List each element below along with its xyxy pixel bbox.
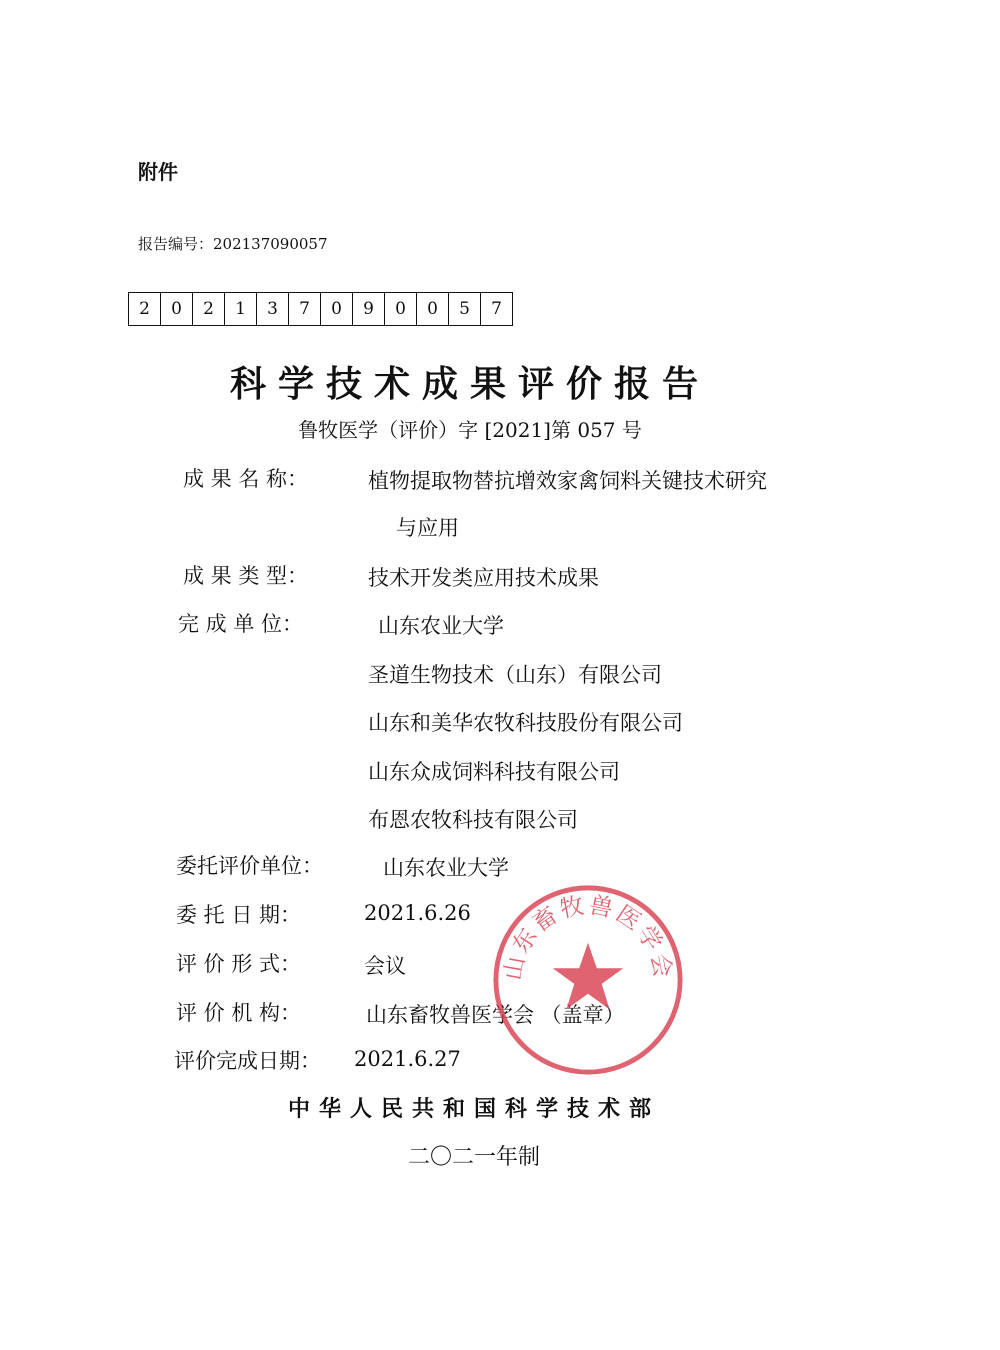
completion-date-label: 评价完成日期： (174, 1049, 321, 1073)
evaluation-org-value: 山东畜牧兽医学会 （盖章） (366, 1003, 625, 1027)
official-seal-icon (490, 882, 686, 1078)
achievement-type-label: 成 果 类 型： (183, 564, 309, 588)
report-number-digit: 3 (257, 292, 289, 326)
completing-unit: 圣道生物技术（山东）有限公司 (368, 663, 662, 687)
report-number-boxes (128, 292, 513, 326)
commission-date-label: 委 托 日 期： (176, 903, 302, 927)
commissioning-unit-value: 山东农业大学 (383, 856, 509, 880)
achievement-name-line1: 植物提取物替抗增效家禽饲料关键技术研究 (368, 469, 767, 493)
report-number-digit: 9 (353, 292, 385, 326)
commissioning-unit-label: 委托评价单位： (176, 854, 323, 878)
report-number-digit: 1 (225, 292, 257, 326)
report-number-digit: 0 (321, 292, 353, 326)
issuing-ministry: 中华人民共和国科学技术部 (287, 1097, 660, 1122)
year-made: 二〇二一年制 (407, 1145, 540, 1170)
seal-text: 山东畜牧兽医学会 (498, 890, 678, 983)
report-number-label: 报告编号：202137090057 (138, 235, 328, 253)
achievement-name-line2: 与应用 (396, 516, 459, 540)
evaluation-form-label: 评 价 形 式： (176, 952, 302, 976)
report-number-digit: 0 (161, 292, 193, 326)
evaluation-org-label: 评 价 机 构： (176, 1001, 302, 1025)
completion-date-value: 2021.6.27 (354, 1047, 461, 1071)
achievement-type-value: 技术开发类应用技术成果 (368, 566, 599, 590)
achievement-name-label: 成 果 名 称： (183, 467, 309, 491)
report-title: 科学技术成果评价报告 (229, 364, 710, 405)
report-number-digit: 2 (129, 292, 161, 326)
completing-units-label: 完 成 单 位： (178, 612, 304, 636)
document-code: 鲁牧医学（评价）字 [2021]第 057 号 (298, 418, 642, 442)
completing-unit: 山东和美华农牧科技股份有限公司 (368, 711, 683, 735)
completing-unit: 山东农业大学 (378, 614, 504, 638)
annex-label: 附件 (138, 160, 178, 184)
completing-unit: 布恩农牧科技有限公司 (368, 808, 578, 832)
evaluation-form-value: 会议 (364, 954, 406, 978)
report-number-digit: 5 (449, 292, 481, 326)
report-number-digit: 7 (481, 292, 513, 326)
completing-unit: 山东众成饲料科技有限公司 (368, 760, 620, 784)
report-number-digit: 7 (289, 292, 321, 326)
report-number-digit: 2 (193, 292, 225, 326)
report-number-digit: 0 (417, 292, 449, 326)
report-number-digit: 0 (385, 292, 417, 326)
commission-date-value: 2021.6.26 (364, 901, 471, 925)
